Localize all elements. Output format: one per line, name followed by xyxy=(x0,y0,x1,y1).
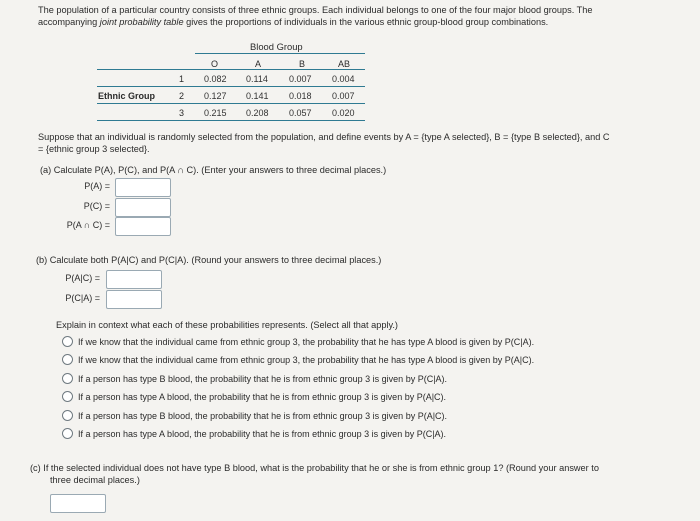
option-3[interactable] xyxy=(62,373,447,384)
column-header-o: O xyxy=(211,59,219,69)
intro-line-2-pre: accompanying xyxy=(38,17,100,27)
explain-prompt: Explain in context what each of these probabilities represents. (Select all that apply.) xyxy=(56,320,398,330)
row-number: 2 xyxy=(179,91,185,101)
option-6[interactable] xyxy=(62,428,446,439)
option-4-text: If a person has type A blood, the probability that he is from ethnic group 3 is given by P(A|C). xyxy=(78,392,447,402)
checkbox-circle-icon[interactable] xyxy=(62,354,73,365)
part-c-line-1: (c) If the selected individual does not have type B blood, what is the probability that he or she is from ethnic group 1? (Round your answer to xyxy=(30,463,599,473)
pa-and-c-label: P(A ∩ C) = xyxy=(66,220,110,230)
table-divider-row xyxy=(97,103,365,104)
row-number: 1 xyxy=(179,74,185,84)
part-c-line-2: three decimal places.) xyxy=(50,475,140,485)
event-definitions xyxy=(38,131,678,155)
pc-given-a-input[interactable] xyxy=(106,290,162,309)
pa-input[interactable] xyxy=(115,178,171,197)
pa-and-c-input[interactable] xyxy=(115,217,171,236)
intro-line-1: The population of a particular country consists of three ethnic groups. Each individual belongs to one of the four major blood groups. The xyxy=(38,5,593,15)
pa-given-c-label: P(A|C) = xyxy=(65,273,100,283)
table-divider-header xyxy=(97,69,365,70)
table-cell: 0.057 xyxy=(289,108,312,118)
table-cell: 0.141 xyxy=(246,91,269,101)
problem-intro xyxy=(38,4,678,28)
option-5-text: If a person has type B blood, the probability that he is from ethnic group 3 is given by P(A|C). xyxy=(78,411,448,421)
table-cell: 0.020 xyxy=(332,108,355,118)
table-divider-top xyxy=(195,53,365,54)
checkbox-circle-icon[interactable] xyxy=(62,336,73,347)
pa-label: P(A) = xyxy=(84,181,110,191)
column-header-a: A xyxy=(255,59,262,69)
part-c-input[interactable] xyxy=(50,494,106,513)
table-cell: 0.215 xyxy=(204,108,227,118)
checkbox-circle-icon[interactable] xyxy=(62,410,73,421)
checkbox-circle-icon[interactable] xyxy=(62,391,73,402)
option-2[interactable] xyxy=(62,354,534,365)
part-b-prompt: (b) Calculate both P(A|C) and P(C|A). (Round your answers to three decimal places.) xyxy=(36,255,382,265)
table-cell: 0.082 xyxy=(204,74,227,84)
pc-given-a-label: P(C|A) = xyxy=(65,293,100,303)
pc-label: P(C) = xyxy=(83,201,110,211)
option-5[interactable] xyxy=(62,410,447,421)
table-cell: 0.018 xyxy=(289,91,312,101)
table-cell: 0.208 xyxy=(246,108,269,118)
option-4[interactable] xyxy=(62,391,446,402)
setup-line-1: Suppose that an individual is randomly selected from the population, and define events by A = {type A selected}, B = {type B selected}, and C xyxy=(38,132,610,142)
table-cell: 0.007 xyxy=(289,74,312,84)
setup-line-2: = {ethnic group 3 selected}. xyxy=(38,144,150,154)
option-1-text: If we know that the individual came from ethnic group 3, the probability that he has type A blood is given by P(C|A). xyxy=(78,337,535,347)
table-divider-bottom xyxy=(97,120,365,121)
option-6-text: If a person has type A blood, the probability that he is from ethnic group 3 is given by P(C|A). xyxy=(78,429,447,439)
table-divider-row xyxy=(97,86,365,87)
part-a-prompt: (a) Calculate P(A), P(C), and P(A ∩ C). (Enter your answers to three decimal places.) xyxy=(40,165,387,175)
table-cell: 0.127 xyxy=(204,91,227,101)
option-3-text: If a person has type B blood, the probability that he is from ethnic group 3 is given by P(C|A). xyxy=(78,374,448,384)
table-cell: 0.004 xyxy=(332,74,355,84)
table-cell: 0.114 xyxy=(246,74,268,84)
table-cell: 0.007 xyxy=(332,91,355,101)
row-group-label: Ethnic Group xyxy=(98,91,155,101)
pc-input[interactable] xyxy=(115,198,171,217)
table-title: Blood Group xyxy=(250,41,303,52)
part-c-prompt xyxy=(30,462,690,486)
checkbox-circle-icon[interactable] xyxy=(62,373,73,384)
pa-given-c-input[interactable] xyxy=(106,270,162,289)
option-2-text: If we know that the individual came from ethnic group 3, the probability that he has type A blood is given by P(A|C). xyxy=(78,355,535,365)
row-number: 3 xyxy=(179,108,185,118)
column-header-b: B xyxy=(299,59,306,69)
intro-line-2-post: gives the proportions of individuals in the various ethnic group-blood group combinations. xyxy=(183,17,549,27)
option-1[interactable] xyxy=(62,336,534,347)
intro-emphasis: joint probability table xyxy=(99,17,184,27)
column-header-ab: AB xyxy=(338,59,351,69)
checkbox-circle-icon[interactable] xyxy=(62,428,73,439)
